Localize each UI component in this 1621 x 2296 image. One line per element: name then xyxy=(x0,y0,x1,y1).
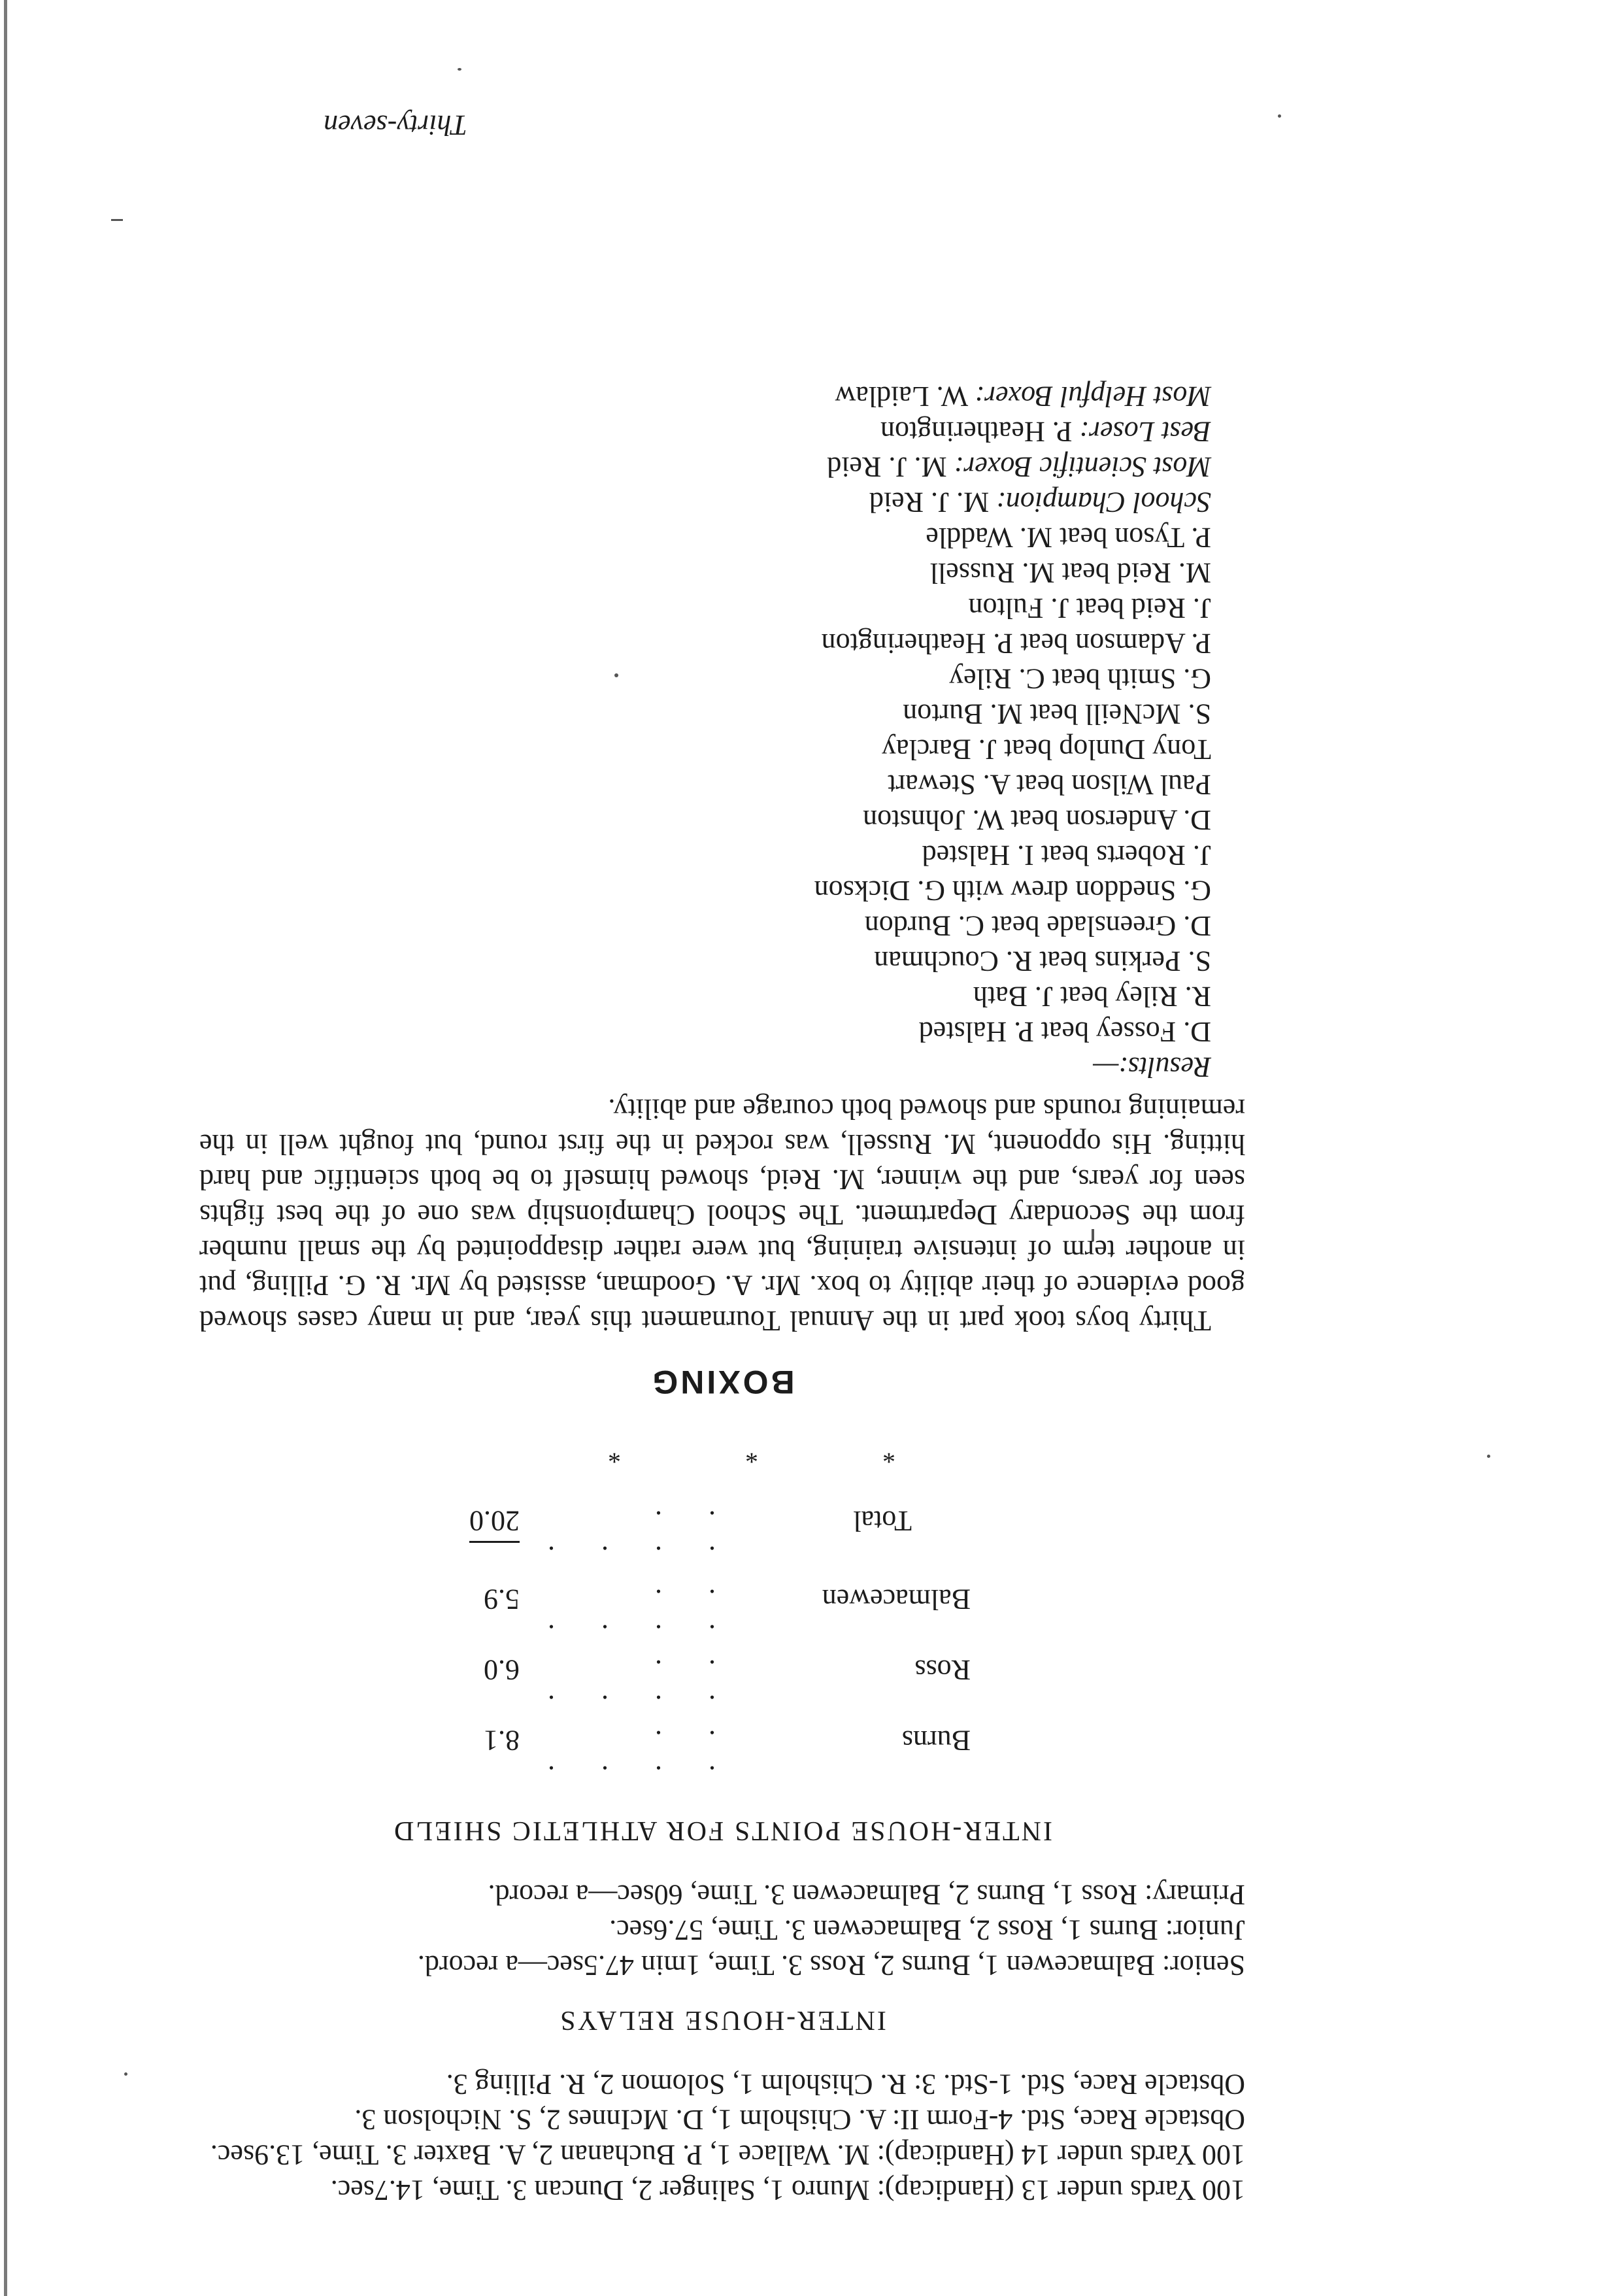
award-name: M. J. Reid xyxy=(827,451,947,483)
section-separator: * * * xyxy=(549,1440,895,1469)
award-line xyxy=(199,449,1245,484)
results-label: Results:— xyxy=(1093,1051,1211,1083)
event-result: Obstacle Race, Std. 1-Std. 3: R. Chisholm 1, Solomon 2, R. Pilling 3. xyxy=(446,2068,1245,2101)
relay-result: Junior: Burns 1, Ross 2, Balmacewen 3. Time, 57.6sec. xyxy=(609,1914,1245,1946)
event-result: 100 Yards under 13 (Handicap): Munro 1, Salinger 2, Duncan 3. Time, 14.7sec. xyxy=(330,2174,1245,2206)
house-points: 8.1 xyxy=(484,1725,520,1757)
house-points: 6.0 xyxy=(484,1654,520,1686)
list-item: D. Greenslade beat C. Burdon xyxy=(864,910,1211,942)
bout-results-list xyxy=(199,520,1245,1049)
total-value: 20.0 xyxy=(469,1503,520,1543)
house-name: Ross xyxy=(914,1654,971,1686)
relay-result: Primary: Ross 1, Burns 2, Balmacewen 3. Time, 60sec—a record. xyxy=(488,1879,1245,1911)
boxing-awards xyxy=(199,379,1245,520)
dot-leader: . . . . . . xyxy=(528,1725,716,1792)
list-item: P. Tyson beat M. Waddle xyxy=(926,522,1211,554)
award-title: Most Scientific Boxer: xyxy=(954,451,1211,483)
event-result: 100 Yards under 14 (Handicap): M. Wallace 1, P. Buchanan 2, A. Baxter 3. Time, 13.9sec. xyxy=(210,2139,1245,2171)
list-item: G. Sneddon drew with G. Dickson xyxy=(814,875,1211,907)
award-line xyxy=(199,484,1245,520)
shield-heading: INTER-HOUSE POINTS FOR ATHLETIC SHIELD xyxy=(392,1815,1052,1846)
house-name: Balmacewen xyxy=(822,1583,971,1615)
award-name: M. J. Reid xyxy=(869,486,990,518)
relays-heading: INTER-HOUSE RELAYS xyxy=(558,2005,886,2035)
boxing-report: Thirty boys took part in the Annual Tournament this year, and in many cases showed good evidence of their ability to box. Mr. A. Goodman, assisted by Mr. R. G. Pilling, put in another term of intensive training, but were rather disappointed by the small number from the Secondary Department. The School Championship was one of the best fights seen for years, and the winner, M. Reid, showed himself to be both scientific and hard hitting. His opponent, M. Russell, was rocked in the first round, but fought well in the remaining rounds and showed both courage and ability. xyxy=(199,1093,1245,1337)
dot-leader: . . . . . . xyxy=(528,1583,716,1651)
house-points: 5.9 xyxy=(484,1583,520,1615)
award-line xyxy=(199,379,1245,414)
list-item: Paul Wilson beat A. Stewart xyxy=(888,769,1211,801)
shield-points-table xyxy=(441,1503,971,1793)
award-title: School Champion: xyxy=(996,486,1211,518)
relay-result: Senior: Balmacewen 1, Burns 2, Ross 3. Time, 1min 47.5sec—a record. xyxy=(417,1950,1245,1982)
list-item: D. Fossey beat P. Halsted xyxy=(918,1016,1211,1048)
table-row xyxy=(441,1723,971,1793)
list-item: S. McNeill beat M. Burton xyxy=(903,698,1211,730)
total-label: Total xyxy=(853,1505,912,1537)
award-name: W. Laidlaw xyxy=(835,380,969,413)
table-row-total xyxy=(441,1503,971,1581)
award-name: P. Heatherington xyxy=(880,416,1073,448)
list-item: Tony Dunlop beat J. Barclay xyxy=(881,734,1211,766)
page-number: Thirty-seven xyxy=(324,109,467,141)
list-item: G. Smith beat C. Riley xyxy=(949,663,1211,695)
table-row xyxy=(441,1652,971,1723)
list-item: S. Perkins beat R. Couchman xyxy=(874,945,1211,977)
total-value-cell xyxy=(441,1503,520,1581)
award-title: Most Helpful Boxer: xyxy=(975,380,1211,413)
event-result: Obstacle Race, Std. 4-Form II: A. Chisholm 1, D. McInnes 2, S. Nicholson 3. xyxy=(354,2104,1245,2136)
dot-leader: . . . . . . xyxy=(528,1654,716,1721)
award-title: Best Loser: xyxy=(1079,416,1211,448)
list-item: M. Reid beat M. Russell xyxy=(929,557,1211,589)
dot-leader: . . . . . . xyxy=(528,1505,716,1572)
list-item: P. Adamson beat P. Heatherington xyxy=(821,628,1211,660)
list-item: R. Riley beat J. Bath xyxy=(973,981,1211,1013)
athletics-events xyxy=(199,2067,1245,2208)
table-row xyxy=(441,1581,971,1652)
award-line xyxy=(199,414,1245,449)
list-item: J. Reid beat J. Fulton xyxy=(968,592,1211,624)
relays-results xyxy=(199,1877,1245,1983)
list-item: D. Anderson beat W. Johnston xyxy=(863,804,1211,836)
list-item: J. Roberts beat I. Halsted xyxy=(922,839,1211,871)
house-name: Burns xyxy=(901,1725,971,1757)
page-text xyxy=(199,379,1245,2208)
boxing-heading: BOXING xyxy=(650,1364,795,1400)
